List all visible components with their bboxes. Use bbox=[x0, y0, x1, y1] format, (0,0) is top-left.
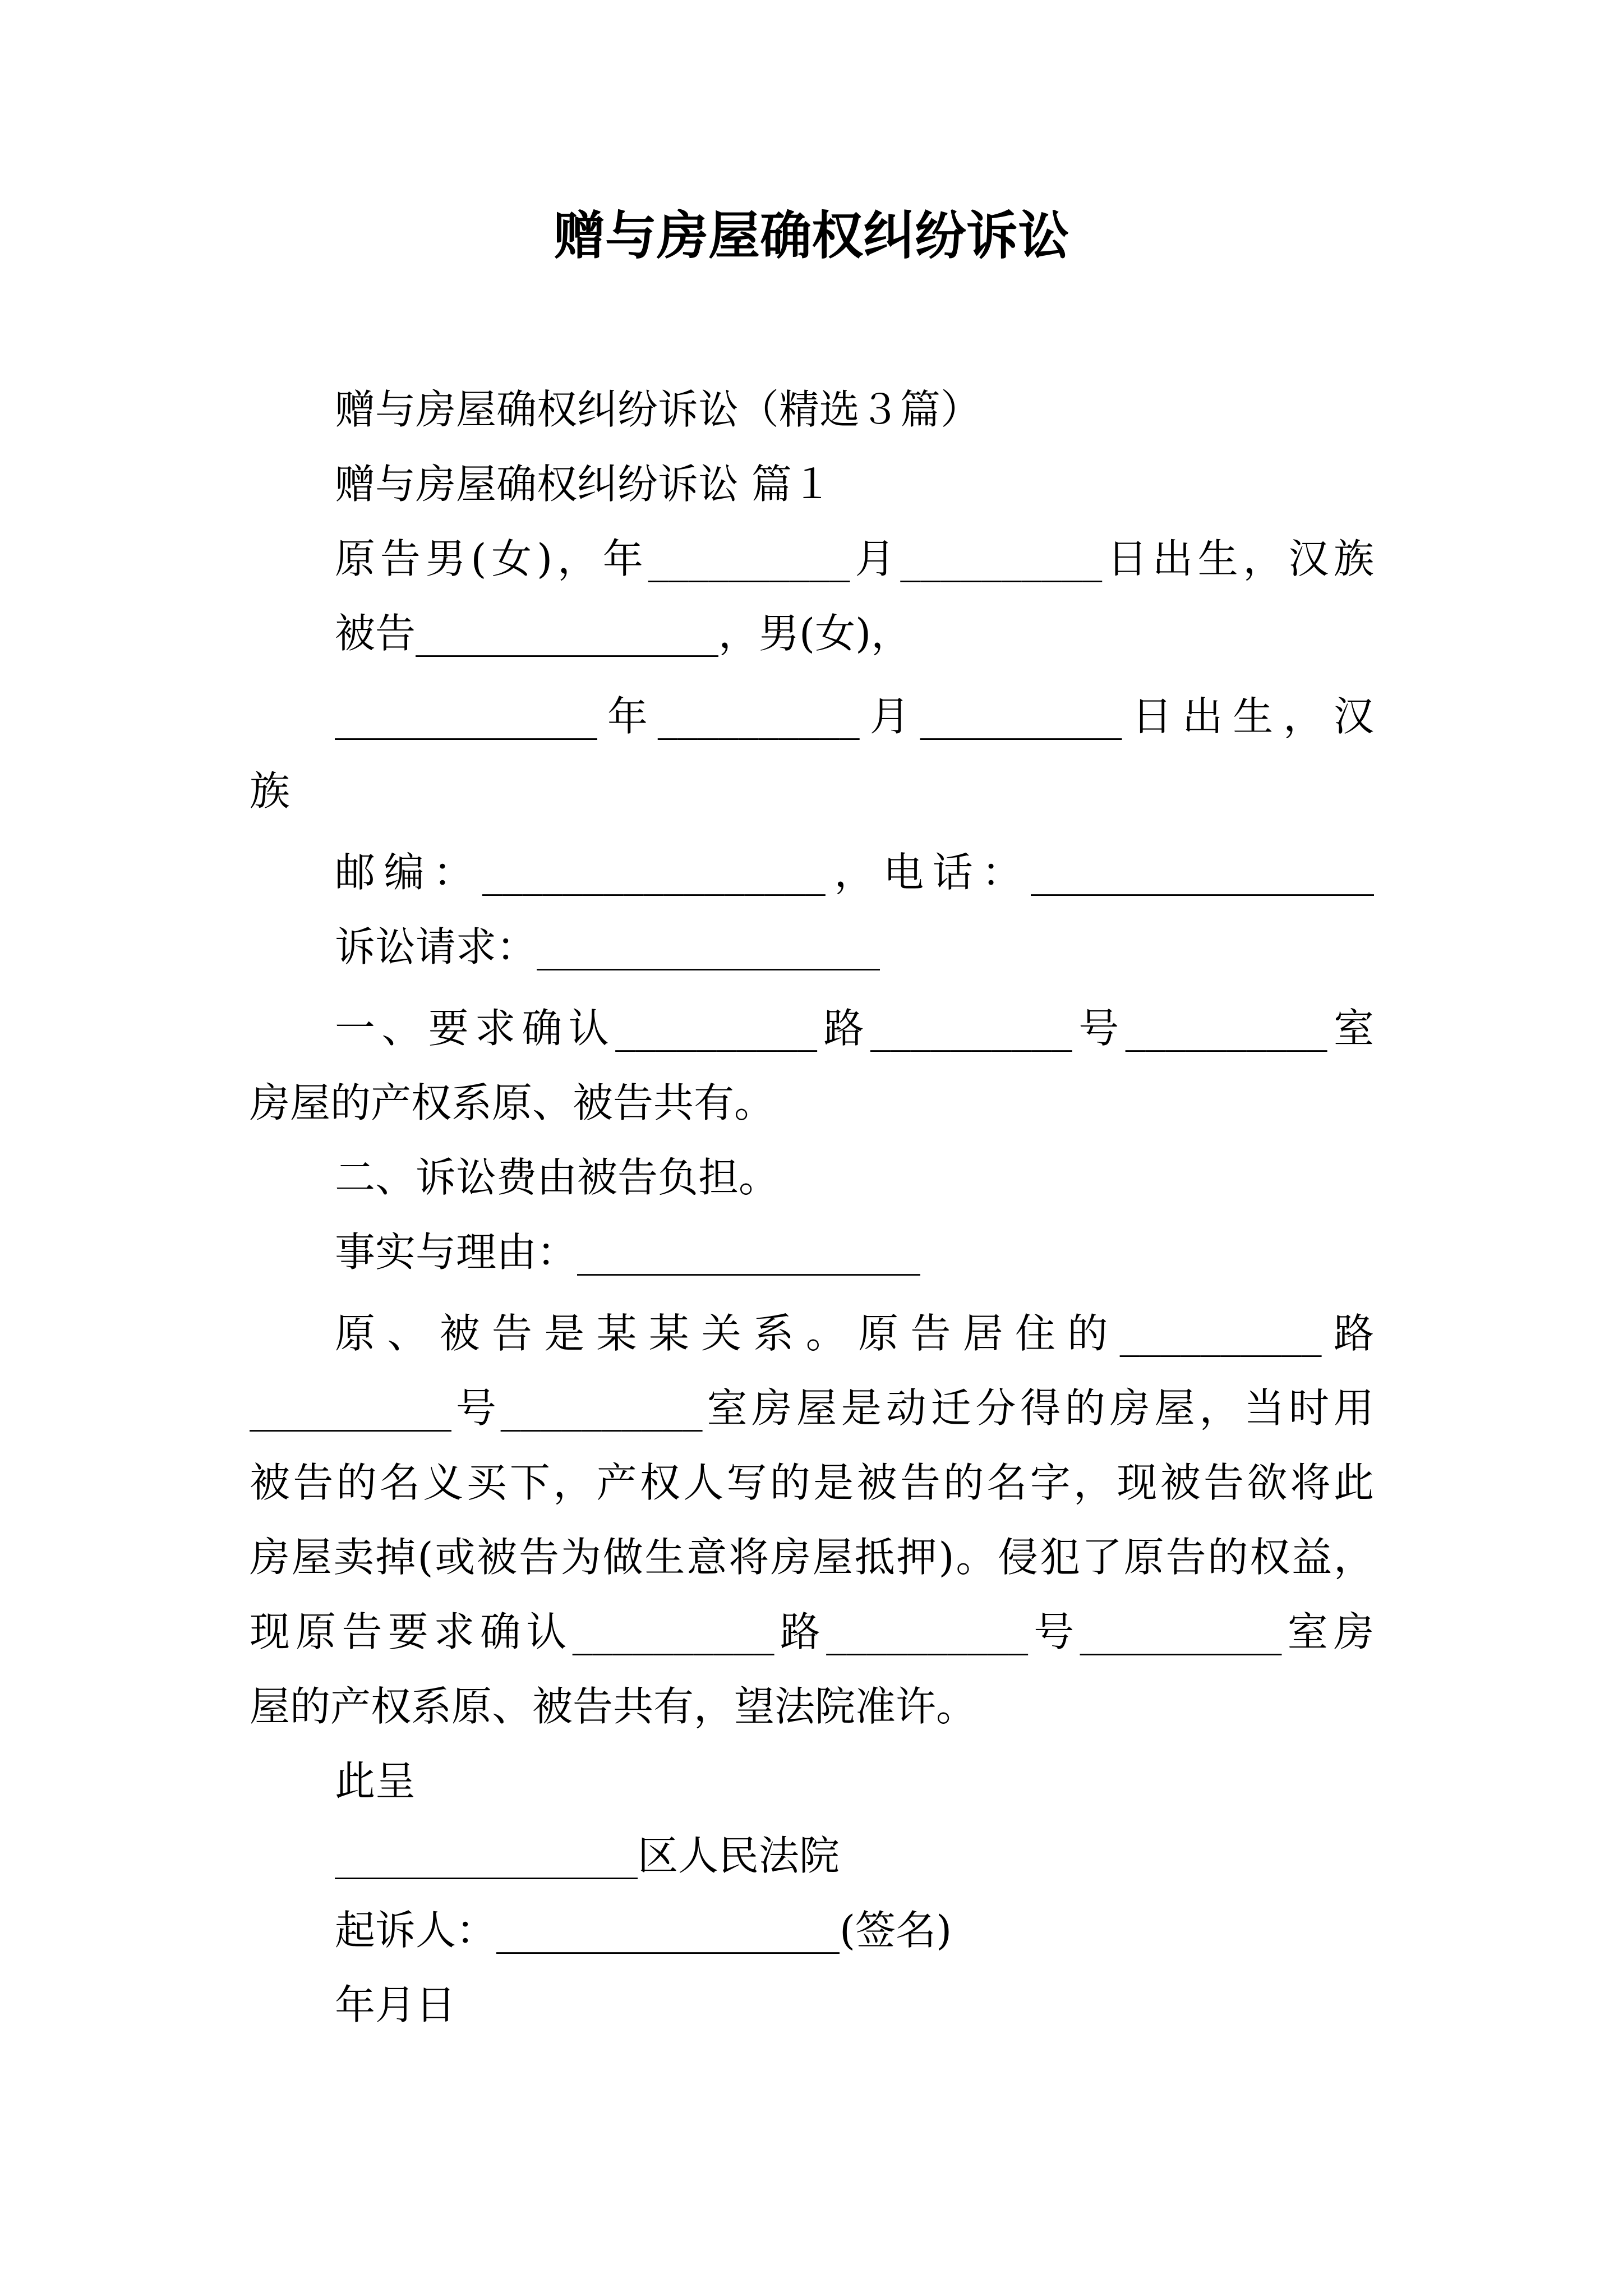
facts-paragraph-line-6: 屋的产权系原、被告共有，望法院准许。 bbox=[250, 1683, 977, 1730]
document-title: 赠与房屋确权纠纷诉讼 bbox=[553, 205, 1069, 266]
facts-paragraph-line-4: 房屋卖掉(或被告为做生意将房屋抵押)。侵犯了原告的权益， bbox=[250, 1534, 1374, 1581]
defendant-ethnicity-line: 族 bbox=[250, 767, 291, 815]
facts-paragraph-line-3: 被告的名义买下，产权人写的是被告的名字，现被告欲将此 bbox=[250, 1459, 1374, 1506]
plaintiff-line: 原告男(女)，年__________月__________日出生，汉族 bbox=[335, 535, 1374, 582]
plaintiff-signature-line: 起诉人：_________________(签名) bbox=[335, 1907, 952, 1954]
date-line: 年月日 bbox=[335, 1981, 457, 2028]
court-line: _______________区人民法院 bbox=[335, 1832, 840, 1879]
defendant-line: 被告_______________，男(女)， bbox=[335, 610, 912, 657]
claim-two-line: 二、诉讼费由被告负担。 bbox=[335, 1154, 780, 1201]
claim-one-continued: 房屋的产权系原、被告共有。 bbox=[250, 1079, 775, 1126]
section-heading: 赠与房屋确权纠纷诉讼 篇１ bbox=[335, 461, 832, 508]
facts-paragraph-line-2: __________号__________室房屋是动迁分得的房屋，当时用 bbox=[250, 1384, 1374, 1432]
claim-one-line: 一、要求确认__________路__________号__________室 bbox=[335, 1005, 1374, 1052]
facts-label-line: 事实与理由：_________________ bbox=[335, 1228, 921, 1276]
defendant-birth-line: _____________年__________月__________日出生，汉 bbox=[335, 693, 1374, 740]
claims-label-line: 诉讼请求：_________________ bbox=[335, 923, 880, 970]
submission-line: 此呈 bbox=[335, 1757, 416, 1805]
postcode-phone-line: 邮编：_________________，电话：_________________ bbox=[335, 849, 1374, 896]
facts-paragraph-line-5: 现原告要求确认__________路__________号__________室房 bbox=[250, 1608, 1374, 1655]
subtitle-line: 赠与房屋确权纠纷诉讼（精选３篇） bbox=[335, 386, 981, 433]
facts-paragraph-line-1: 原、被告是某某关系。原告居住的__________路 bbox=[335, 1310, 1374, 1357]
